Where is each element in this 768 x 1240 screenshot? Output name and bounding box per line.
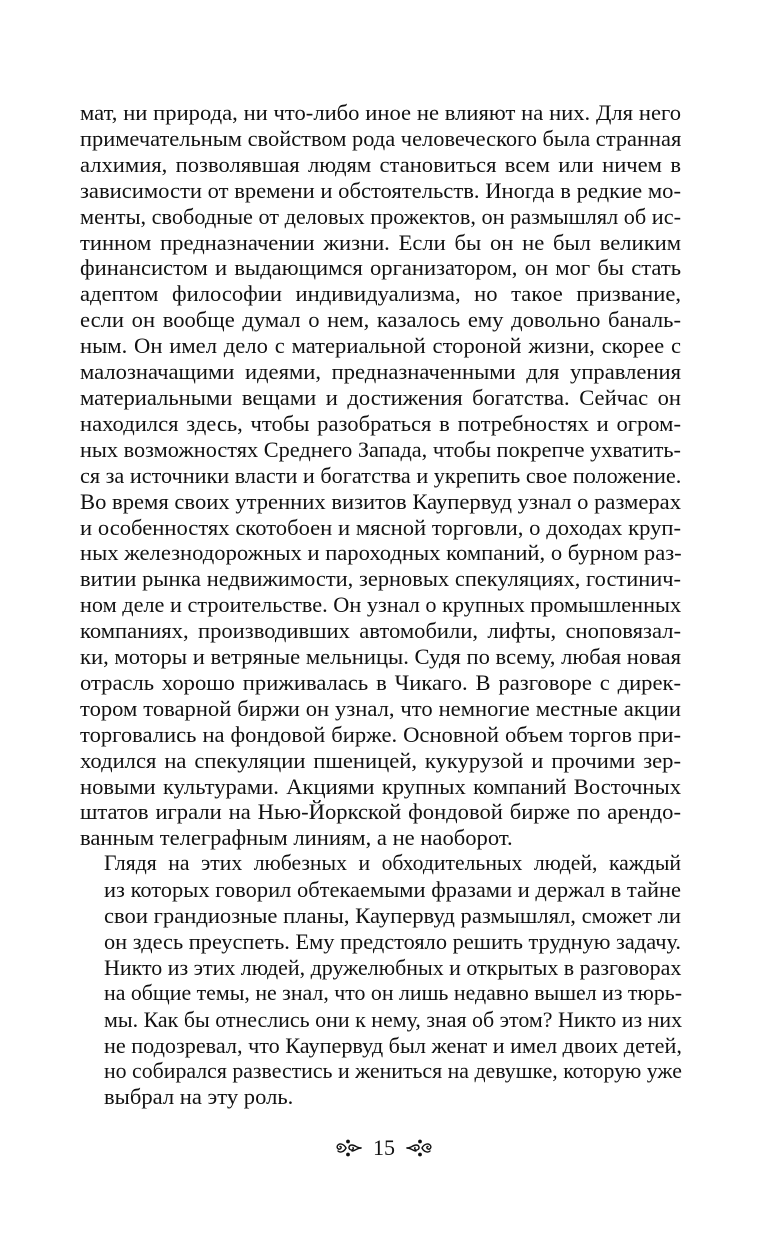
text-line: он здесь преуспеть. Ему предстояло решить трудную задачу. [104, 929, 681, 954]
page-number: 15 [373, 1135, 395, 1160]
text-line: Глядя на этих любезных и обходительных людей, каждый [104, 851, 681, 876]
text-line: не подозревал, что Каупервуд был женат и имел двоих детей, [104, 1032, 682, 1058]
text-line: менты, свободные от деловых прожектов, он размышлял об ис- [80, 203, 681, 229]
flourish-left-icon [333, 1137, 363, 1159]
text-line: ся за источники власти и богатства и укрепить свое положение. [80, 462, 682, 488]
text-line: компаниях, производивших автомобили, лифты, сноповязал- [80, 618, 681, 644]
text-line: мы. Как бы отнеслись они к нему, зная об этом? Никто из них [104, 1006, 683, 1032]
text-line: мат, ни природа, ни что-либо иное не влияют на них. Для него [80, 100, 681, 125]
text-line: новыми культурами. Акциями крупных компаний Восточных [80, 773, 681, 799]
text-line: ходился на спекуляции пшеницей, кукурузой и прочими зер- [80, 747, 681, 773]
text-line: свои грандиозные планы, Каупервуд размышлял, сможет ли [104, 903, 681, 929]
text-line: витии рынка недвижимости, зерновых спекуляциях, гостинич- [80, 566, 681, 592]
text-line: адептом философии индивидуализма, но такое призвание, [80, 281, 681, 307]
text-line: зависимости от времени и обстоятельств. Иногда в редкие мо- [80, 177, 681, 203]
flourish-right-icon [405, 1137, 435, 1159]
text-line: и особенностях скотобоен и мясной торговли, о доходах круп- [80, 514, 681, 540]
text-line: ных железнодорожных и пароходных компаний, о бурном раз- [80, 540, 682, 566]
text-line: из которых говорил обтекаемыми фразами и держал в тайне [104, 877, 681, 903]
text-line: отрасль хорошо приживалась в Чикаго. В разговоре с дирек- [80, 669, 681, 695]
text-line: тинном предназначении жизни. Если бы он не был великим [80, 229, 681, 255]
text-line: финансистом и выдающимся организатором, он мог бы стать [80, 255, 681, 281]
paragraph-1 [80, 100, 681, 851]
text-line: примечательным свойством рода человеческого была странная [80, 125, 682, 151]
paragraph-2 [80, 851, 681, 1110]
text-line: алхимия, позволявшая людям становиться всем или ничем в [80, 151, 681, 177]
text-line: ным. Он имел дело с материальной стороной жизни, скорее с [80, 333, 681, 359]
text-line: ных возможностях Среднего Запада, чтобы покрепче ухватить- [80, 436, 681, 462]
text-line: находился здесь, чтобы разобраться в потребностях и огром- [80, 410, 681, 436]
text-line: малозначащими идеями, предназначенными для управления [80, 359, 681, 385]
page-body [80, 100, 681, 1110]
text-line: тором товарной биржи он узнал, что немногие местные акции [80, 695, 681, 721]
text-line: но собирался развестись и жениться на девушке, которую уже [104, 1058, 682, 1083]
text-line: Во время своих утренних визитов Каупервуд узнал о размерах [80, 488, 681, 514]
text-line: выбрал на эту роль. [104, 1084, 294, 1110]
text-line: на общие темы, не знал, что он лишь недавно вышел из тюрь- [104, 980, 682, 1005]
text-line: если он вообще думал о нем, казалось ему довольно баналь- [80, 307, 681, 333]
text-line: ном деле и строительстве. Он узнал о крупных промышленных [80, 592, 682, 618]
text-line: ки, моторы и ветряные мельницы. Судя по всему, любая новая [80, 644, 681, 670]
text-line: торговались на фондовой бирже. Основной объем торгов при- [80, 721, 681, 747]
page-footer [0, 1131, 768, 1165]
text-line: Никто из этих людей, дружелюбных и открытых в разговорах [104, 954, 682, 980]
text-line: материальными вещами и достижения богатства. Сейчас он [80, 384, 681, 410]
text-line: штатов играли на Нью-Йоркской фондовой бирже по арендо- [80, 799, 681, 825]
text-line: ванным телеграфным линиям, а не наоборот. [80, 825, 513, 851]
